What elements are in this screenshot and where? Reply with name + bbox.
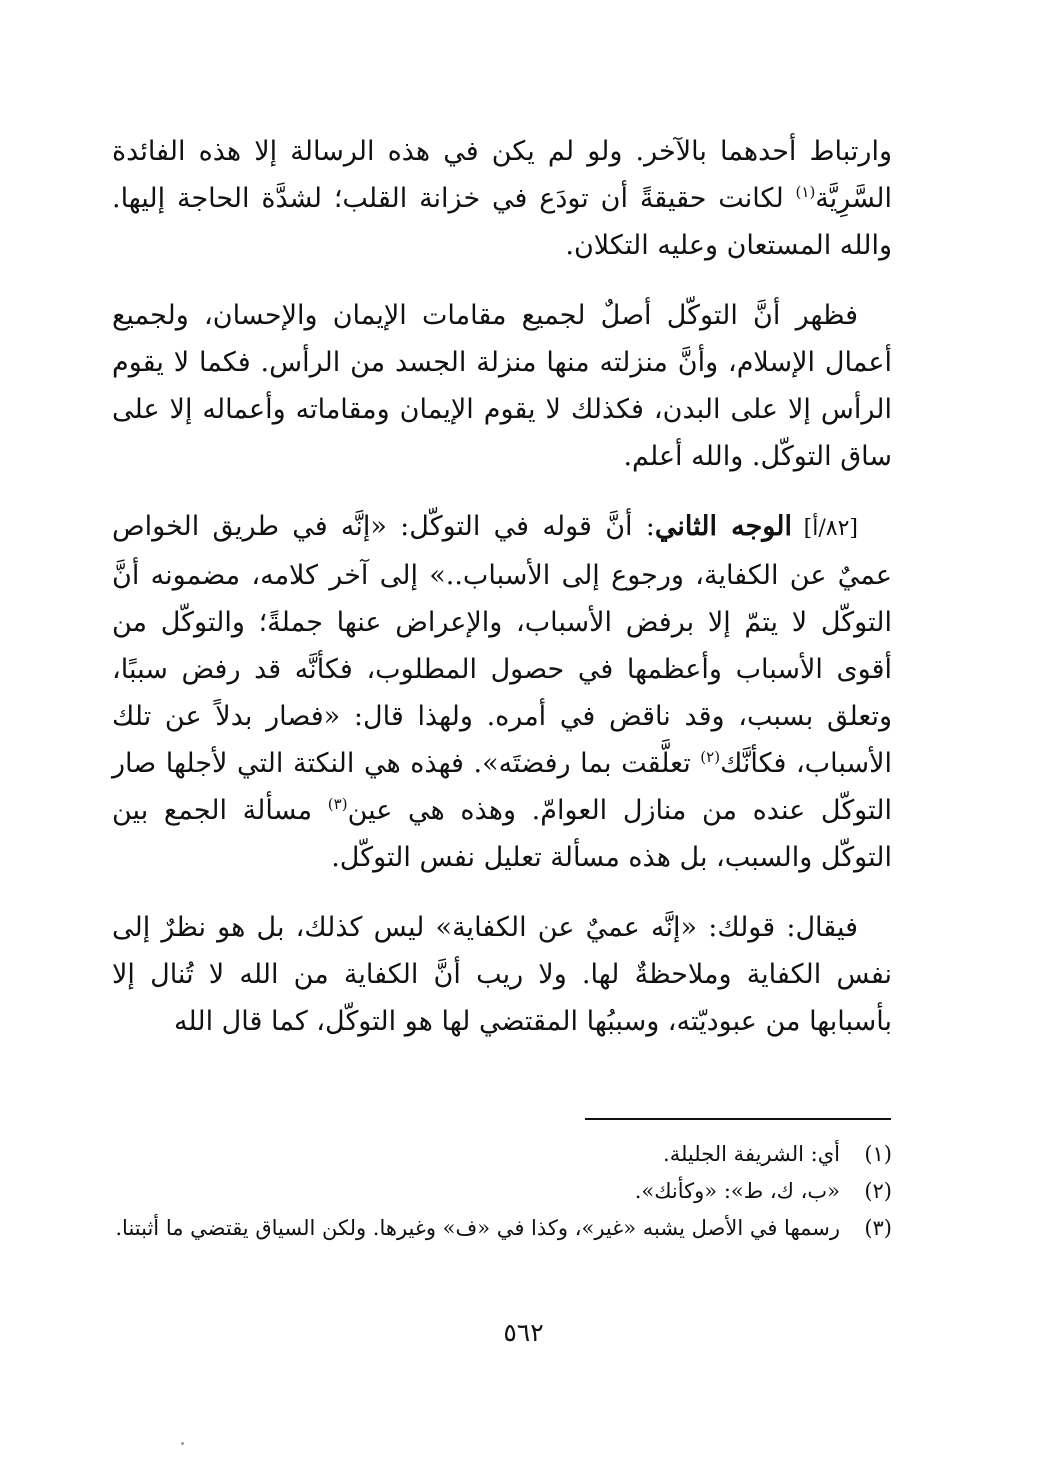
paragraph-4 (112, 904, 892, 1045)
footnote-number: (٢) (864, 1179, 892, 1203)
text-run: فيقال: قولك: «إنَّه عميٌ عن الكفاية» ليس كذلك، بل هو نظرٌ إلى نفس الكفاية وملاحظةٌ لها. ولا ريب أنَّ الكفاية من الله لا تُنال إلا بأسبابها من عبوديّته، وسببُها المقتضي لها هو التوكّل، كما قال الله (112, 912, 892, 1037)
text-run: تعلَّقت بما رفضتَه». فهذه هي النكتة التي لأجلها صار التوكّل عنده من منازل العوامّ. وهذه هي عين (112, 748, 892, 826)
footnotes (112, 1138, 892, 1249)
footnote-2 (112, 1175, 892, 1208)
footnote-divider (585, 1118, 891, 1120)
text-run: : أنَّ قوله في التوكّل: «إنَّه في طريق الخواص عميٌ عن الكفاية، ورجوع إلى الأسباب..» إلى آخر كلامه، مضمونه أنَّ التوكّل لا يتمّ إلا برفض الأسباب، والإعراض عنها جملةً؛ والتوكّل من أقوى الأسباب وأعظمها في حصول المطلوب، فكأنَّه قد رفض سببًا، وتعلق بسبب، وقد ناقض في أمره. ولهذا قال: «فصار بدلاً عن تلك الأسباب، فكأنَّك (112, 511, 892, 779)
footnote-ref-1: (١) (795, 183, 816, 201)
footnote-ref-3: (٣) (327, 795, 348, 813)
text-run: فظهر أنَّ التوكّل أصلٌ لجميع مقامات الإيمان والإحسان، ولجميع أعمال الإسلام، وأنَّ منزلته منها منزلة الجسد من الرأس. فكما لا يقوم الرأس إلا على البدن، فكذلك لا يقوم الإيمان ومقاماته وأعماله إلا على ساق التوكّل. والله أعلم. (112, 300, 892, 472)
footnote-ref-2: (٢) (700, 748, 721, 766)
section-heading-inline: الوجه الثاني (654, 511, 792, 542)
paragraph-3 (112, 503, 892, 881)
footnote-1 (112, 1138, 892, 1171)
footnote-3 (112, 1212, 892, 1245)
text-run: لكانت حقيقةً أن تودَع في خزانة القلب؛ لشدَّة الحاجة إليها. والله المستعان وعليه التكلان. (112, 183, 892, 261)
scan-speck (181, 1442, 184, 1445)
text-run: وارتباط أحدهما بالآخر. ولو لم يكن في هذه الرسالة إلا هذه الفائدة السَّرِيَّة (112, 136, 892, 214)
manuscript-folio-ref: [٨٢/أ] (791, 516, 858, 541)
footnote-text: رسمها في الأصل يشبه «غير»، وكذا في «ف» وغيرها. ولكن السياق يقتضي ما أثبتنا. (115, 1216, 840, 1240)
footnote-text: أي: الشريفة الجليلة. (663, 1142, 840, 1166)
page-number: ٥٦٢ (503, 1318, 544, 1347)
footnote-number: (١) (864, 1142, 892, 1166)
main-text (112, 128, 892, 1068)
text-run: مسألة الجمع بين التوكّل والسبب، بل هذه مسألة تعليل نفس التوكّل. (112, 795, 892, 873)
paragraph-1 (112, 128, 892, 269)
footnote-number: (٣) (864, 1216, 892, 1240)
footnote-text: «ب، ك، ط»: «وكأنك». (634, 1179, 840, 1203)
paragraph-2 (112, 292, 892, 480)
